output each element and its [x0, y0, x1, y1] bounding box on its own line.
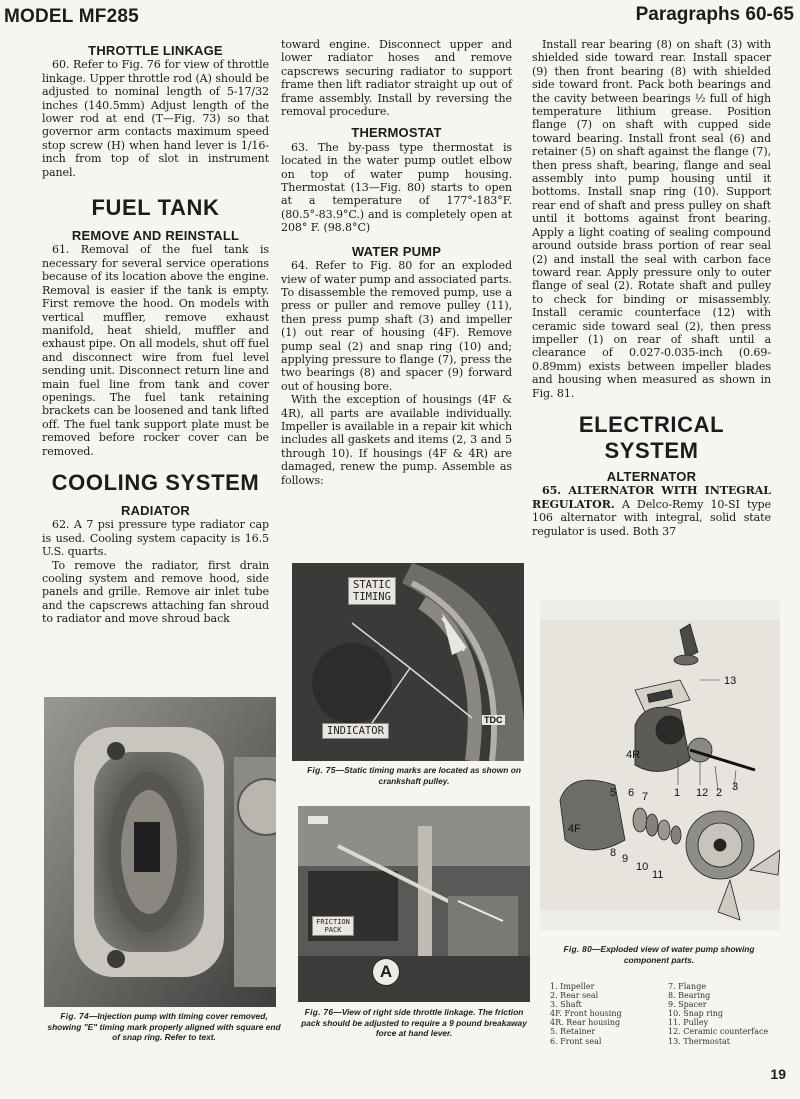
callout-a: A [372, 958, 400, 986]
paragraph-65-runin: 65. ALTERNATOR WITH INTEGRAL REGULATOR. [532, 484, 771, 511]
water-pump-exploded-image [540, 600, 780, 930]
electrical-system-heading [532, 412, 771, 464]
radiator-heading: RADIATOR [120, 502, 190, 518]
thermostat-heading: THERMOSTAT [351, 125, 442, 141]
label-9: 9 [622, 853, 629, 865]
label-3: 3 [732, 781, 739, 793]
tdc-label: TDC [484, 715, 503, 725]
legend-item: 9. Spacer [668, 1000, 707, 1010]
legend-item: 3. Shaft [550, 1000, 582, 1010]
model-header: MODEL MF285 [4, 6, 139, 27]
legend-item: 6. Front seal [550, 1036, 602, 1046]
fig76-photo [298, 806, 530, 1002]
label-11: 11 [652, 869, 664, 881]
cooling-system-heading: COOLING SYSTEM [51, 469, 260, 495]
alternator-heading: ALTERNATOR [606, 468, 697, 484]
label-2: 2 [716, 787, 723, 799]
legend-item: 8. Bearing [668, 991, 711, 1001]
legend-item: 4F. Front housing [550, 1009, 622, 1019]
fig74-caption: Fig. 74—Injection pump with timing cover removed, showing "E" timing mark properly aligned with square end of snap ring. Refer to text. [47, 1011, 281, 1043]
fig80-caption: Fig. 80—Exploded view of water pump showing component parts. [563, 944, 755, 965]
label-10: 10 [636, 861, 649, 873]
label-7: 7 [642, 791, 649, 803]
legend-item: 7. Flange [668, 982, 707, 991]
fig76-caption: Fig. 76—View of right side throttle linkage. The friction pack should be adjusted to require a 9 pound breakaway force at hand lever. [301, 1007, 527, 1039]
friction-pack-label: FRICTION PACK [312, 916, 354, 936]
paragraph-62b: To remove the radiator, first drain cooling system and remove hood, side panels and grille. Remove air inlet tube and the capscrews attaching fan shroud to radiator and move shroud back [42, 558, 269, 626]
throttle-linkage-image [298, 806, 530, 1002]
label-5: 5 [610, 787, 617, 799]
label-4r: 4R [626, 749, 641, 761]
legend-item: 10. Snap ring [668, 1009, 723, 1019]
label-12: 12 [696, 787, 709, 799]
label-4f: 4F [568, 823, 581, 835]
column-3 [532, 38, 771, 538]
fig80-legend [550, 982, 780, 1046]
static-timing-label: STATIC TIMING [348, 577, 396, 605]
fuel-tank-heading: FUEL TANK [91, 195, 220, 221]
legend-item: 13. Thermostat [668, 1036, 731, 1046]
legend-item: 12. Ceramic counterface [668, 1027, 769, 1037]
paragraph-64: 64. Refer to Fig. 80 for an exploded view of water pump and associated parts. To disassemble the removed pump, use a press or puller and remove pulley (11), then press pump shaft (3) and impeller (1) out rear of housing (4F). Remove pump seal (2) and snap ring (10) and; applying pressure to flange (7), press the two bearings (8) and spacer (9) forward out of housing bore. [281, 259, 512, 393]
paragraph-65 [532, 484, 771, 538]
label-6: 6 [628, 787, 635, 799]
paragraph-62a: 62. A 7 psi pressure type radiator cap is used. Cooling system capacity is 16.5 U.S. quarts. [42, 518, 269, 559]
paragraphs-header: Paragraphs 60-65 [635, 4, 794, 25]
paragraph-63: 63. The by-pass type thermostat is located in the water pump outlet elbow on top of water pump housing. Thermostat (13—Fig. 80) starts to open at a temperature of 177°-183°F. (80.5°-83.9°C.) and is completely open at 208° F. (98.8°C) [281, 140, 512, 235]
legend-item: 4R. Rear housing [550, 1018, 621, 1028]
throttle-linkage-heading: THROTTLE LINKAGE [88, 43, 223, 58]
paragraph-64b: With the exception of housings (4F & 4R), all parts are available individually. Impeller is available in a repair kit which includes all gaskets and items (2, 3 and 5 through 10). If housings (4F & 4R) are damaged, renew the pump. Assemble as follows: [281, 393, 512, 487]
page-number: 19 [770, 1066, 786, 1082]
electrical-heading-line2: SYSTEM [604, 437, 699, 463]
indicator-label: INDICATOR [322, 723, 389, 739]
paragraph-65-body: A Delco-Remy 10-SI type 106 alternator with integral, solid state regulator is used. Both 37 [532, 497, 771, 538]
electrical-heading-line1: ELECTRICAL [578, 411, 725, 437]
paragraph-62c: toward engine. Disconnect upper and lower radiator hoses and remove capscrews securing radiator to support frame then lift radiator straight up out of frame assembly. Install by reversing the removal procedure. [281, 38, 512, 119]
injection-pump-image [44, 697, 276, 1007]
legend-item: 2. Rear seal [550, 991, 599, 1001]
water-pump-heading: WATER PUMP [351, 243, 442, 259]
legend-item: 1. Impeller [550, 982, 595, 991]
label-1: 1 [674, 787, 681, 799]
fig75-caption: Fig. 75—Static timing marks are located as shown on crankshaft pulley. [307, 765, 521, 786]
column-2 [281, 38, 512, 487]
fig74-photo [44, 697, 276, 1007]
legend-item: 5. Retainer [550, 1027, 596, 1037]
remove-reinstall-heading: REMOVE AND REINSTALL [71, 228, 240, 244]
paragraph-64c: Install rear bearing (8) on shaft (3) with shielded side toward rear. Install spacer (9) then front bearing (8) with shielded side toward front. Pack both bearings and the cavity between bearings ½ full of high temperature lithium grease. Position flange (7) on shaft with cupped side toward bearing. Install front seal (6) and retainer (5) on shaft against the flange (7), then press shaft, bearing, flange and seal assembly into pump housing until it bottoms. Install snap ring (10). Support rear end of shaft and press pulley on shaft until it bottoms against front bearing. Apply a light coating of sealing compound around outside brass portion of rear seal (2) and install the seal with carbon face toward rear. Apply pressure only to outer flange of seal (2). Rotate shaft and pulley to check for binding or misassembly. Install ceramic counterface (12) with ceramic side toward seal (2), then press impeller (1) on rear of shaft until a clearance of 0.027-0.035-inch (0.69-0.89mm) exists between impeller blades and housing when measured as shown in Fig. 81. [532, 38, 771, 400]
column-1 [42, 42, 269, 626]
label-8: 8 [610, 847, 617, 859]
paragraph-61: 61. Removal of the fuel tank is necessary for several service operations because of its location above the engine. Removal is easier if the tank is empty. First remove the hood. On models with vertical muffler, remove exhaust manifold, heat shield, muffler and exhaust pipe. On all models, shut off fuel and disconnect wire from fuel level sending unit. Disconnect return line and main fuel line from tank and cover openings. The fuel tank retaining brackets can be loosened and tank lifted off. The fuel tank support plate must be removed before rocker cover can be removed. [42, 243, 269, 458]
paragraph-60: 60. Refer to Fig. 76 for view of throttle linkage. Upper throttle rod (A) should be adjusted to nominal length of 5-17/32 inches (140.5mm) Adjust length of the lower rod at end (T—Fig. 73) so that governor arm contacts maximum speed stop screw (H) when hand lever is 1/16-inch from top of slot in instrument panel. [42, 58, 269, 179]
label-13: 13 [724, 675, 737, 687]
fig75-photo [292, 563, 524, 761]
legend-item: 11. Pulley [668, 1018, 709, 1028]
fig80-drawing [540, 600, 780, 930]
